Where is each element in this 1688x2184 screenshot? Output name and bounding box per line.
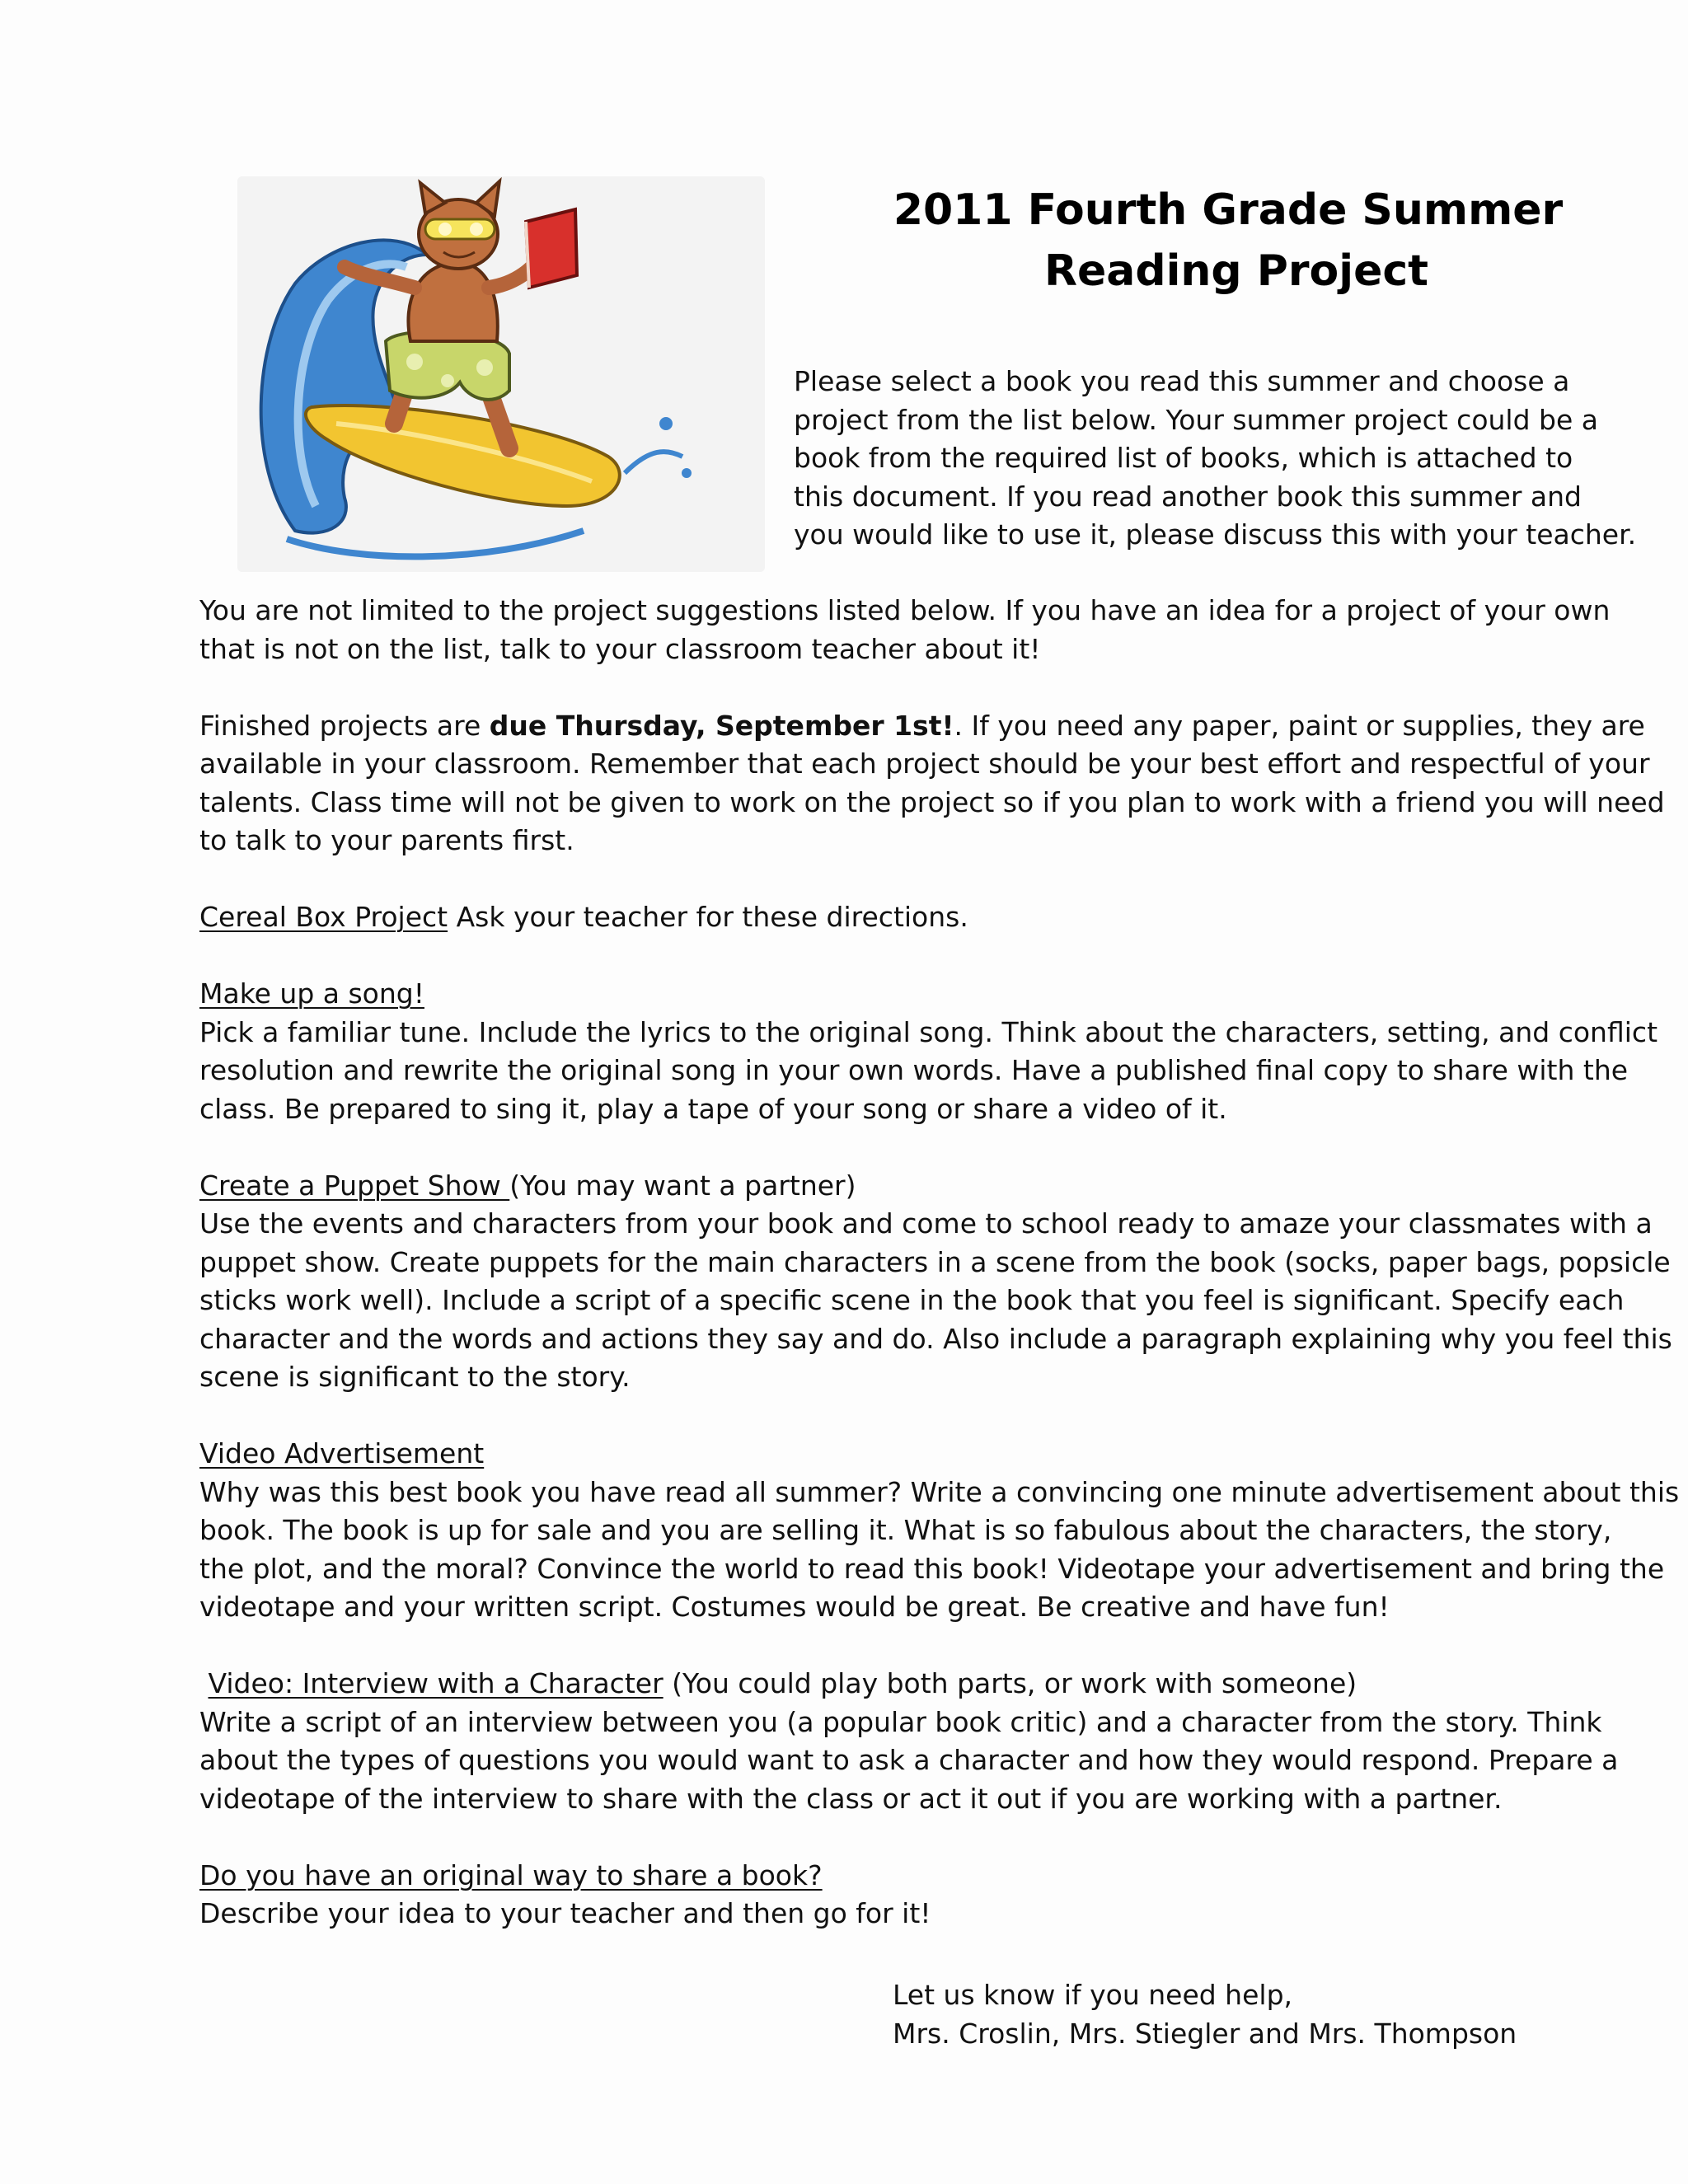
section-line: sticks work well). Include a script of a specific scene in the book that you feel is significant. Specify each <box>199 1284 1625 1316</box>
video-ad-heading: Video Advertisement <box>199 1437 485 1469</box>
section-line: videotape of the interview to share with the class or act it out if you are working with a partner. <box>199 1782 1503 1815</box>
title-line-1: 2011 Fourth Grade Summer <box>893 185 1564 235</box>
signoff-names: Mrs. Croslin, Mrs. Stiegler and Mrs. Thompson <box>893 2017 1517 2050</box>
intro-line: you would like to use it, please discuss this with your teacher. <box>794 518 1637 551</box>
surfing-cat-drawing <box>237 176 765 572</box>
paragraph-line: You are not limited to the project suggestions listed below. If you have an idea for a project of your own <box>199 594 1611 626</box>
original-idea-section <box>199 1857 1617 1933</box>
intro-paragraph <box>794 363 1637 555</box>
puppet-show-section <box>199 1167 1672 1397</box>
section-line: scene is significant to the story. <box>199 1361 631 1393</box>
due-date-paragraph <box>199 707 1665 860</box>
not-limited-paragraph <box>199 592 1617 668</box>
paragraph-line: available in your classroom. Remember that each project should be your best effort and respectful of your <box>199 748 1650 780</box>
section-line <box>199 898 1617 937</box>
interview-heading: Video: Interview with a Character <box>208 1667 663 1699</box>
section-line: Why was this best book you have read all summer? Write a convincing one minute advertisement about this <box>199 1475 1680 1508</box>
section-line: class. Be prepared to sing it, play a tape of your song or share a video of it. <box>199 1092 1227 1125</box>
section-line: Use the events and characters from your book and come to school ready to amaze your classmates with a <box>199 1207 1653 1240</box>
surfing-cat-illustration <box>237 176 765 572</box>
title-line-2: Reading Project <box>1043 246 1429 296</box>
section-line: book. The book is up for sale and you are selling it. What is so fabulous about the characters, the story, <box>199 1514 1612 1546</box>
intro-line: project from the list below. Your summer project could be a <box>794 403 1598 436</box>
intro-line: book from the required list of books, which is attached to <box>794 442 1573 474</box>
video-ad-section <box>199 1435 1680 1627</box>
section-line: the plot, and the moral? Convince the world to read this book! Videotape your advertisement and bring the <box>199 1552 1665 1585</box>
paragraph-line <box>199 707 1645 746</box>
paragraph-line: to talk to your parents first. <box>199 824 574 856</box>
section-line <box>199 1167 1617 1206</box>
page-title <box>890 180 1566 302</box>
puppet-show-heading: Create a Puppet Show <box>199 1169 510 1202</box>
paragraph-line: talents. Class time will not be given to work on the project so if you plan to work with a friend you will need <box>199 785 1665 818</box>
section-line: about the types of questions you would want to ask a character and how they would respond. Prepare a <box>199 1744 1619 1776</box>
signoff <box>893 1976 1517 2053</box>
cereal-box-heading: Cereal Box Project <box>199 901 448 933</box>
intro-line: Please select a book you read this summer and choose a <box>794 365 1570 397</box>
signoff-line: Let us know if you need help, <box>893 1979 1293 2011</box>
section-line <box>199 1665 1617 1704</box>
section-line: Describe your idea to your teacher and then go for it! <box>199 1897 931 1929</box>
interview-section <box>199 1665 1617 1818</box>
section-line: videotape and your written script. Costumes would be great. Be creative and have fun! <box>199 1591 1390 1623</box>
interview-note: (You could play both parts, or work with someone) <box>663 1667 1357 1699</box>
cereal-box-text: Ask your teacher for these directions. <box>448 901 968 933</box>
intro-line: this document. If you read another book this summer and <box>794 480 1582 513</box>
cereal-box-section <box>199 898 1617 937</box>
section-line: resolution and rewrite the original song in your own words. Have a published final copy to share with the <box>199 1054 1629 1086</box>
section-line: Pick a familiar tune. Include the lyrics to the original song. Think about the characters, setting, and conflict <box>199 1015 1658 1048</box>
section-line: Write a script of an interview between you (a popular book critic) and a character from the story. Think <box>199 1705 1602 1738</box>
main-body <box>199 592 1680 1971</box>
due-date: due Thursday, September 1st! <box>489 709 954 742</box>
puppet-show-note: (You may want a partner) <box>509 1169 856 1202</box>
section-line: character and the words and actions they say and do. Also include a paragraph explaining why you feel this <box>199 1322 1672 1355</box>
song-heading: Make up a song! <box>199 977 424 1010</box>
paragraph-line: that is not on the list, talk to your classroom teacher about it! <box>199 632 1041 665</box>
song-section <box>199 975 1658 1128</box>
original-idea-heading: Do you have an original way to share a book? <box>199 1858 823 1891</box>
due-text-before: Finished projects are <box>199 709 490 742</box>
section-line: puppet show. Create puppets for the main characters in a scene from the book (socks, paper bags, popsicle <box>199 1245 1671 1278</box>
due-text-after: . If you need any paper, paint or supplies, they are <box>954 709 1645 742</box>
